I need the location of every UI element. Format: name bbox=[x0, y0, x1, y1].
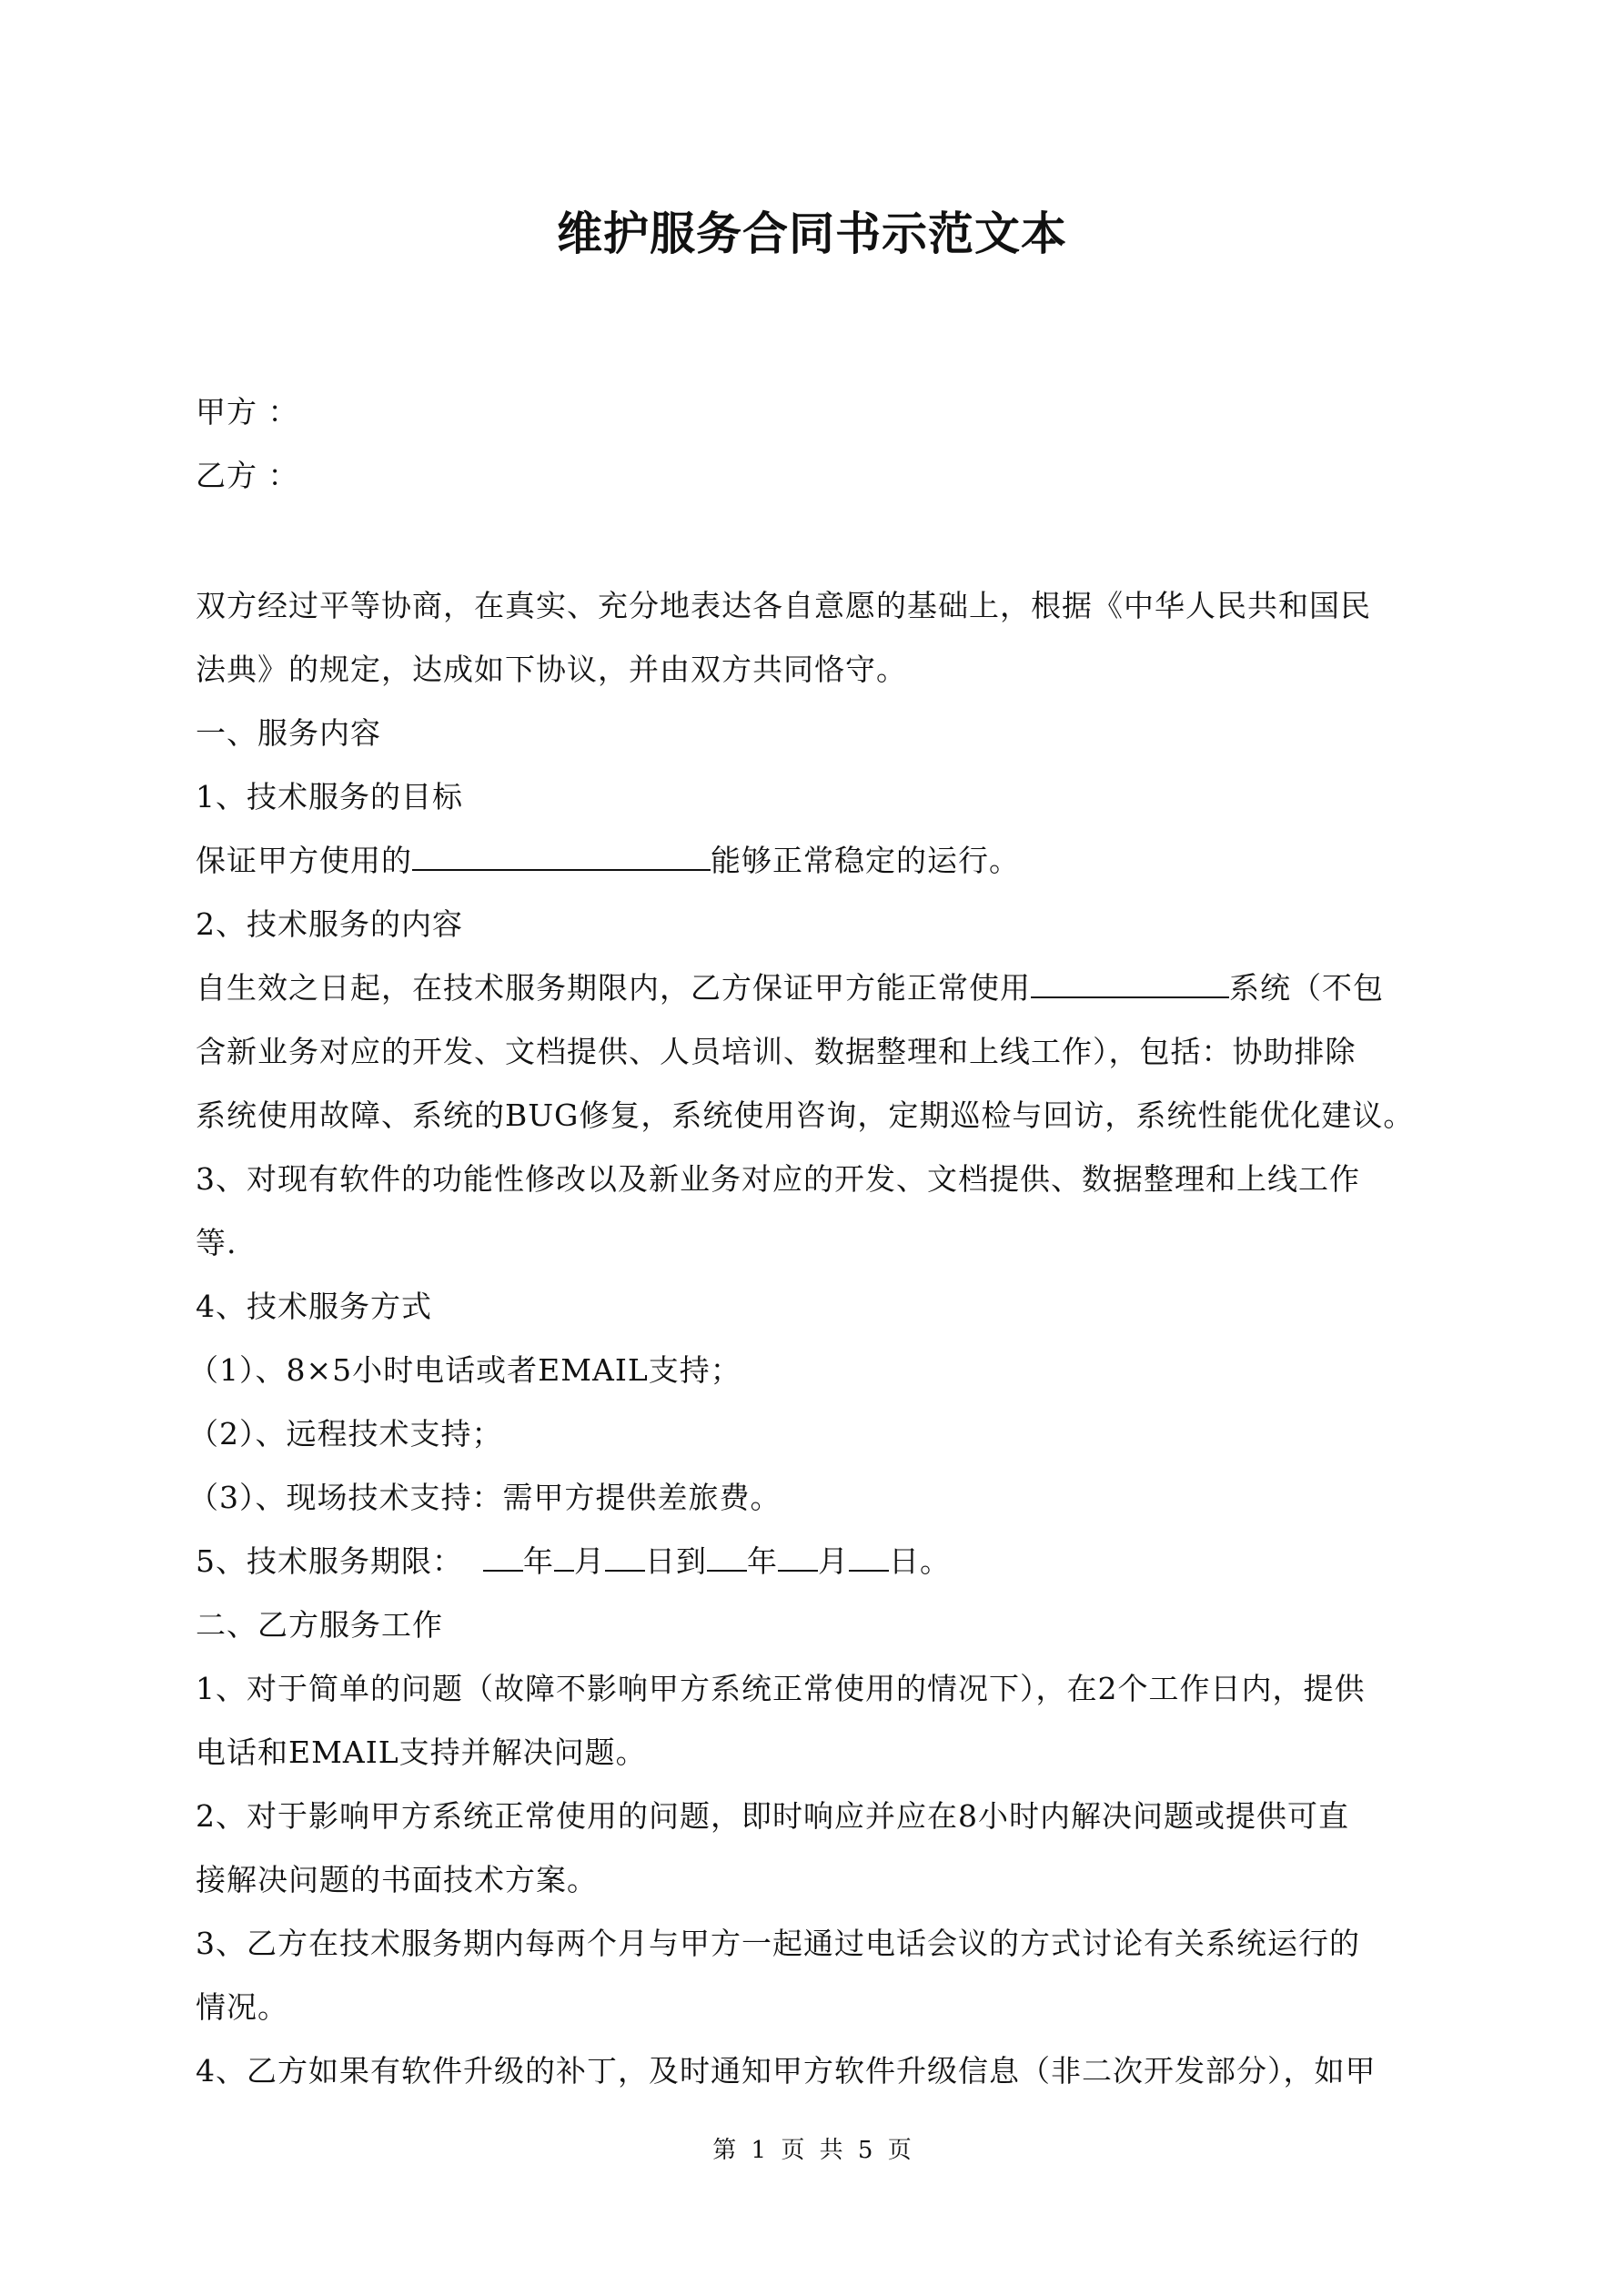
end-day-blank[interactable] bbox=[849, 1542, 889, 1572]
s2-item4-line1: 4、乙方如果有软件升级的补丁，及时通知甲方软件升级信息（非二次开发部分），如甲 bbox=[196, 2053, 1377, 2089]
s1-item2-heading: 2、技术服务的内容 bbox=[196, 906, 463, 942]
end-month-blank[interactable] bbox=[778, 1542, 818, 1572]
s2-item2-line2: 接解决问题的书面技术方案。 bbox=[196, 1862, 598, 1897]
start-year-label: 年 bbox=[523, 1543, 554, 1579]
s1-item5-label: 5、技术服务期限： bbox=[196, 1543, 463, 1579]
system-blank[interactable] bbox=[1031, 969, 1229, 998]
s1-item1-text-a: 保证甲方使用的 bbox=[196, 843, 412, 878]
s1-item4-option-1: （1）、8×5小时电话或者EMAIL支持； bbox=[188, 1352, 741, 1388]
section-1-heading: 一、服务内容 bbox=[196, 715, 381, 751]
system-name-blank[interactable] bbox=[412, 842, 711, 871]
intro-line-1: 双方经过平等协商，在真实、充分地表达各自意愿的基础上，根据《中华人民共和国民 bbox=[196, 588, 1371, 623]
s2-item3-line2: 情况。 bbox=[196, 1989, 288, 2025]
party-a-line: 甲方 ： bbox=[196, 394, 299, 430]
intro-line-2: 法典》的规定，达成如下协议，并由双方共同恪守。 bbox=[196, 652, 907, 687]
s1-item3-line1: 3、对现有软件的功能性修改以及新业务对应的开发、文档提供、数据整理和上线工作 bbox=[196, 1161, 1360, 1197]
end-year-blank[interactable] bbox=[707, 1542, 747, 1572]
s1-item3-line2: 等. bbox=[196, 1225, 237, 1260]
s1-item4-option-3: （3）、现场技术支持：需甲方提供差旅费。 bbox=[188, 1480, 782, 1515]
s1-item4-heading: 4、技术服务方式 bbox=[196, 1289, 432, 1324]
s1-item2-line2: 含新业务对应的开发、文档提供、人员培训、数据整理和上线工作），包括：协助排除 bbox=[196, 1034, 1357, 1069]
s2-item3-line1: 3、乙方在技术服务期内每两个月与甲方一起通过电话会议的方式讨论有关系统运行的 bbox=[196, 1926, 1360, 1961]
s2-item1-line1: 1、对于简单的问题（故障不影响甲方系统正常使用的情况下），在2个工作日内，提供 bbox=[196, 1671, 1366, 1706]
start-day-label: 日到 bbox=[645, 1543, 707, 1579]
s2-item1-line2: 电话和EMAIL支持并解决问题。 bbox=[196, 1735, 647, 1770]
start-month-label: 月 bbox=[574, 1543, 605, 1579]
s1-item1-text-b: 能够正常稳定的运行。 bbox=[711, 843, 1020, 878]
s1-item2-line1 bbox=[196, 967, 1442, 1009]
s1-item4-option-2: （2）、远程技术支持； bbox=[188, 1416, 503, 1451]
end-year-label: 年 bbox=[747, 1543, 778, 1579]
start-month-blank[interactable] bbox=[554, 1542, 574, 1572]
start-year-blank[interactable] bbox=[483, 1542, 523, 1572]
s1-item2-line1-b: 系统（不包 bbox=[1229, 970, 1384, 1006]
s1-item2-line1-a: 自生效之日起，在技术服务期限内，乙方保证甲方能正常使用 bbox=[196, 970, 1031, 1006]
start-day-blank[interactable] bbox=[605, 1542, 645, 1572]
s2-item2-line1: 2、对于影响甲方系统正常使用的问题，即时响应并应在8小时内解决问题或提供可直 bbox=[196, 1798, 1349, 1834]
party-b-line: 乙方 ： bbox=[196, 458, 299, 493]
s1-item1-text bbox=[196, 840, 1442, 882]
s1-item5-term bbox=[196, 1541, 1442, 1583]
s1-item1-heading: 1、技术服务的目标 bbox=[196, 779, 463, 814]
document-title: 维护服务合同书示范文本 bbox=[557, 207, 1067, 260]
page-number-footer: 第 1 页 共 5 页 bbox=[712, 2137, 912, 2164]
section-2-heading: 二、乙方服务工作 bbox=[196, 1607, 443, 1643]
end-day-label: 日。 bbox=[889, 1543, 951, 1579]
s1-item2-line3: 系统使用故障、系统的BUG修复，系统使用咨询，定期巡检与回访，系统性能优化建议。 bbox=[196, 1097, 1415, 1133]
end-month-label: 月 bbox=[818, 1543, 849, 1579]
